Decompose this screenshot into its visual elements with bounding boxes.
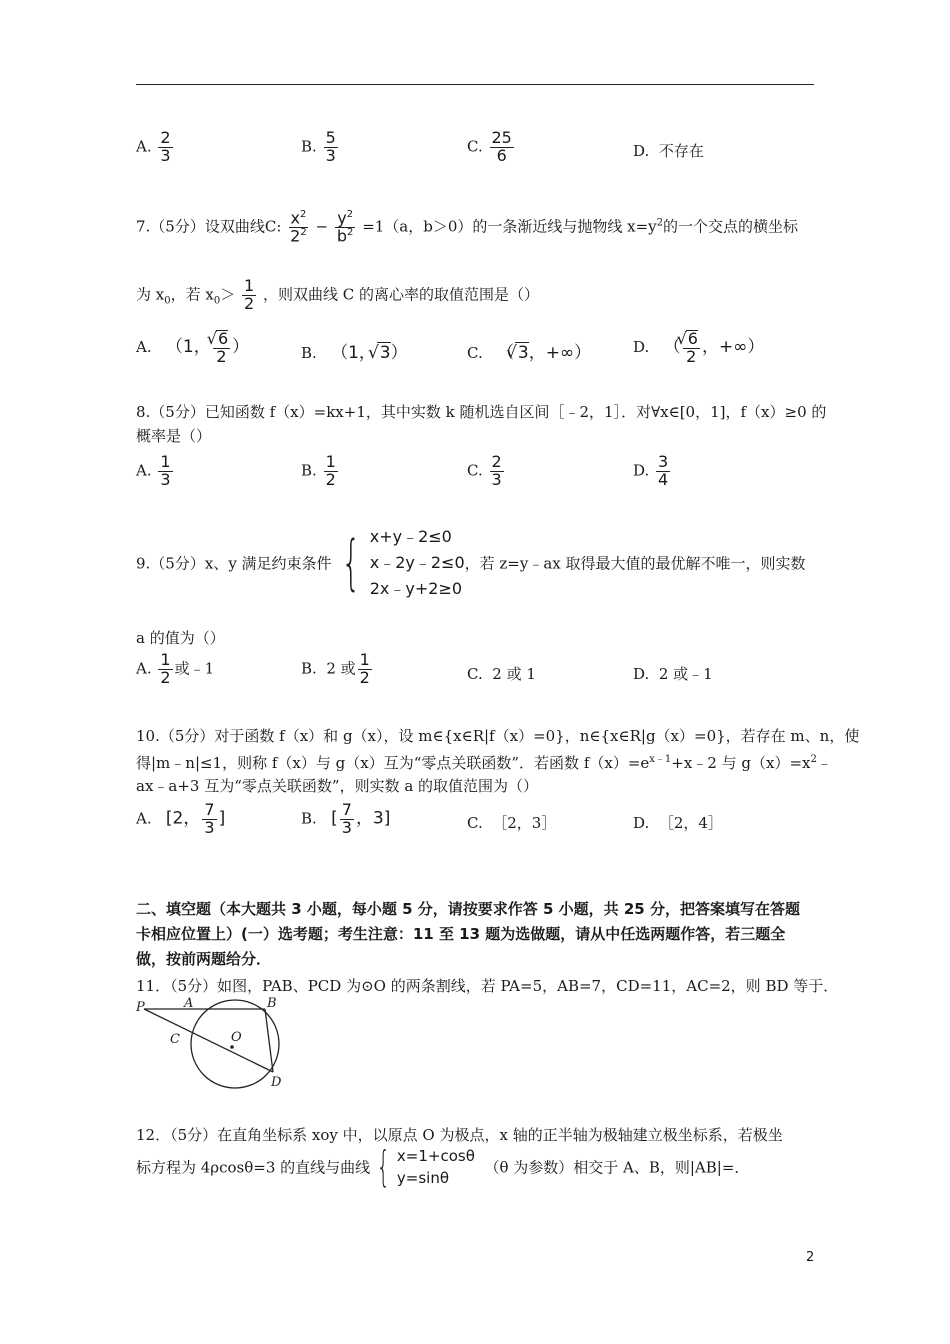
q10-option-d: D. ［2，4］ <box>633 814 723 832</box>
q6-option-b: B. $\frac{5}{3}$ <box>301 128 336 165</box>
label-c: C <box>170 1032 180 1047</box>
q6-option-c: C. $\frac{25}{6}$ <box>467 128 512 165</box>
q10-b-fraction: $\frac{7}{3}$ <box>341 800 352 837</box>
q10-option-a: A. [2， $\frac{7}{3}$ ] <box>136 800 226 837</box>
q7-option-d: D. （ √ $\frac{6}{2}$ ，+∞） <box>633 330 764 366</box>
q8-option-d: D. $\frac{3}{4}$ <box>633 452 669 489</box>
label-b: B <box>267 996 277 1011</box>
chord-bd <box>265 1009 273 1072</box>
q7-option-c: C. （√ 3，+∞） <box>467 338 591 363</box>
q8-option-a: A. $\frac{1}{3}$ <box>136 452 171 489</box>
q10-option-c: C. ［2，3］ <box>467 814 557 832</box>
q8-d-fraction: $\frac{3}{4}$ <box>658 452 669 489</box>
q10-line1: 10.（5分）对于函数 f（x）和 g（x），设 m∈{x∈R|f（x）=0}，n∈{x∈R|g（x）=0}，若存在 m、n，使 <box>136 727 860 745</box>
label-o: O <box>231 1030 242 1045</box>
q12-parametric-system: { x=1+cosθ y=sinθ <box>376 1142 475 1191</box>
q6-b-fraction: $\frac{5}{3}$ <box>325 128 336 165</box>
q10-line2: 得|m﹣n|≤1，则称 f（x）与 g（x）互为“零点关联函数”．若函数 $f(x)=e^{x﹣1}+x﹣2$ 与 $g(x)=x^2﹣$ <box>136 754 832 772</box>
section2-line1: 二、填空题（本大题共 3 小题，每小题 5 分，请按要求作答 5 小题，共 25 分，把答案填写在答题 <box>136 900 800 918</box>
q11-text: 11．（5分）如图，PAB、PCD 为⊙O 的两条割线，若 PA=5，AB=7，CD=11，AC=2，则 BD 等于． <box>136 977 839 995</box>
q6-a-fraction: $\frac{2}{3}$ <box>160 128 171 165</box>
q6-option-a: A. $\frac{2}{3}$ <box>136 128 171 165</box>
q9-line2: a 的值为（） <box>136 629 225 647</box>
secant-pcd <box>144 1009 273 1072</box>
page-number: 2 <box>806 1250 815 1265</box>
section2-line2: 卡相应位置上）(一）选考题；考生注意：11 至 13 题为选做题，请从中任选两题作答，若三题全 <box>136 925 786 943</box>
q8-b-fraction: $\frac{1}{2}$ <box>325 452 336 489</box>
q8-option-b: B. $\frac{1}{2}$ <box>301 452 336 489</box>
q7-option-b: B. （1，√ 3） <box>301 338 408 363</box>
q7-x-fraction: $\frac{x^2}{2^2}$ <box>290 208 307 246</box>
q11-circle-figure <box>134 995 294 1091</box>
q9-option-a: A. $\frac{1}{2}$ 或﹣1 <box>136 650 215 687</box>
q6-option-d: D. 不存在 <box>633 142 704 160</box>
q6-c-fraction: $\frac{25}{6}$ <box>491 128 512 165</box>
q7-line1: 7.（5分）设双曲线C: $\frac{x^2}{2^2}$ − $\frac{y^2}{b^2}$ =1（a，b＞0）的一条渐近线与抛物线 $x=y^2$的一个交点的横坐标 <box>136 208 799 246</box>
q7-d-fraction: √ $\frac{6}{2}$ <box>683 330 700 366</box>
header-rule <box>136 84 814 85</box>
q8-option-c: C. $\frac{2}{3}$ <box>467 452 502 489</box>
q7-a-fraction: √ $\frac{6}{2}$ <box>213 330 230 366</box>
q9-b-fraction: $\frac{1}{2}$ <box>359 650 370 687</box>
label-p: P <box>136 1000 145 1015</box>
q9-constraint-system: { x+y﹣2≤0 x﹣2y﹣2≤0 2x﹣y+2≥0 <box>341 527 465 598</box>
q10-line3: ax﹣a+3 互为“零点关联函数”，则实数 a 的取值范围为（） <box>136 777 539 795</box>
q7-option-a: A. （1， √ $\frac{6}{2}$ ） <box>136 330 249 366</box>
section2-line3: 做，按前两题给分． <box>136 950 272 968</box>
q10-a-fraction: $\frac{7}{3}$ <box>204 800 215 837</box>
q9-option-c: C. 2 或 1 <box>467 665 536 683</box>
q12-line1: 12．（5分）在直角坐标系 xoy 中，以原点 O 为极点，x 轴的正半轴为极轴建立极坐标系，若极坐 <box>136 1126 783 1144</box>
q9-option-b: B. 2 或 $\frac{1}{2}$ <box>301 650 370 687</box>
label-d: D <box>271 1075 282 1090</box>
q7-half-fraction: $\frac{1}{2}$ <box>244 276 255 313</box>
center-point <box>230 1045 234 1049</box>
q9-a-fraction: $\frac{1}{2}$ <box>160 650 171 687</box>
q12-line2: 标方程为 4ρcosθ=3 的直线与曲线 { x=1+cosθ y=sinθ （θ 为参数）相交于 A、B，则|AB|=． <box>136 1142 750 1191</box>
q9-line1: 9.（5分）x、y 满足约束条件 { x+y﹣2≤0 x﹣2y﹣2≤0 2x﹣y+2≥0 ，若 z=y﹣ax 取得最大值的最优解不唯一，则实数 <box>136 524 806 602</box>
q9-option-d: D. 2 或﹣1 <box>633 665 713 683</box>
q8-line1: 8.（5分）已知函数 f（x）=kx+1，其中实数 k 随机选自区间［﹣2，1］．对∀x∈[0，1]，f（x）≥0 的 <box>136 403 827 421</box>
q8-c-fraction: $\frac{2}{3}$ <box>491 452 502 489</box>
q7-y-fraction: $\frac{y^2}{b^2}$ <box>336 208 354 246</box>
q8-line2: 概率是（） <box>136 427 212 445</box>
q10-option-b: B. [ $\frac{7}{3}$ ，3] <box>301 800 391 837</box>
label-a: A <box>184 996 194 1011</box>
q7-line2: 为 $x_0$，若 $x_0>$ $\frac{1}{2}$ ，则双曲线 C 的离心率的取值范围是（） <box>136 276 539 313</box>
q8-a-fraction: $\frac{1}{3}$ <box>160 452 171 489</box>
